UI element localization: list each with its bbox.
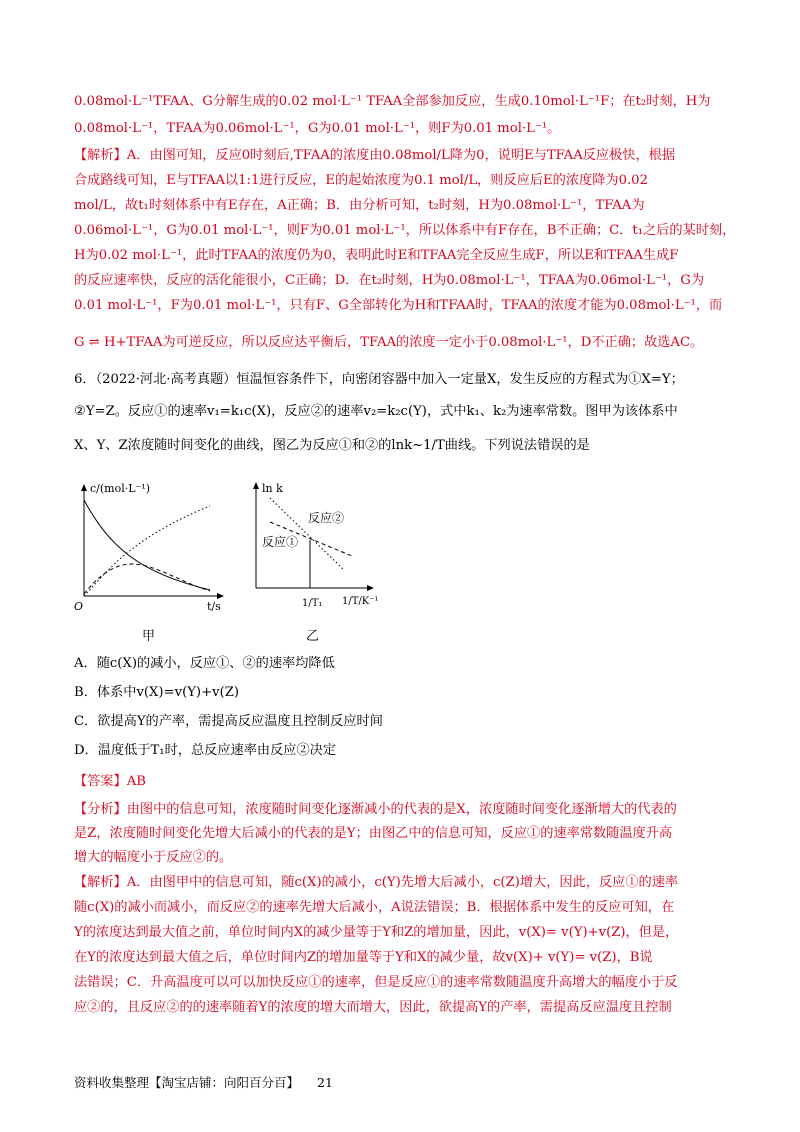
jia-origin-label: O bbox=[74, 600, 84, 613]
yi-caption: 乙 bbox=[306, 629, 320, 644]
text-line: mol/L，故t₁时刻体系中有E存在，A正确；B．由分析可知，t₂时刻，H为0.08mol·L⁻¹，TFAA为 bbox=[74, 198, 645, 213]
yi-y-axis-label: ln k bbox=[262, 482, 283, 495]
option-b: B．体系中v(X)=v(Y)+v(Z) bbox=[74, 685, 240, 700]
yi-tick-label: 1/T₁ bbox=[302, 598, 323, 609]
explanation-line: 随c(X)的减小而减小，而反应②的速率先增大后减小，A说法错误；B．根据体系中发生的反应可知，在 bbox=[74, 900, 675, 915]
text-line: H为0.02 mol·L⁻¹，此时TFAA的浓度仍为0，表明此时E和TFAA完全反应生成F，所以E和TFAA生成F bbox=[74, 248, 679, 263]
text-line: 0.08mol·L⁻¹TFAA、G分解生成的0.02 mol·L⁻¹ TFAA全部参加反应，生成0.10mol·L⁻¹F；在t₂时刻，H为 bbox=[74, 94, 711, 109]
figure-yi bbox=[253, 482, 379, 644]
text-line: G ⇌ H+TFAA为可逆反应，所以反应达平衡后，TFAA的浓度一定小于0.08mol·L⁻¹，D不正确；故选AC。 bbox=[74, 335, 704, 350]
explanation-line: 应②的，且反应②的的速率随着Y的浓度的增大而增大，因此，欲提高Y的产率，需提高反应温度且控制 bbox=[74, 1000, 672, 1015]
yi-reaction1-label: 反应① bbox=[262, 535, 299, 549]
yi-reaction2-label: 反应② bbox=[308, 511, 345, 525]
explanation-line: 在Y的浓度达到最大值之后，单位时间内Z的增加量等于Y和X的减少量，故v(X)+ v(Y)= v(Z)，B说 bbox=[74, 950, 653, 965]
explanation-line: 法错误；C．升高温度可以可以加快反应①的速率，但是反应①的速率常数随温度升高增大的幅度小于反 bbox=[74, 975, 678, 990]
analysis-line: 【解析】A．由图可知，反应0时刻后,TFAA的浓度由0.08mol/L降为0，说明E与TFAA反应极快，根据 bbox=[74, 148, 676, 163]
explanation-line: Y的浓度达到最大值之前，单位时间内X的减少量等于Y和Z的增加量，因此，v(X)= v(Y)+v(Z)，但是， bbox=[74, 925, 679, 940]
figure-jia-yi bbox=[70, 478, 410, 648]
option-d: D．温度低于T₁时，总反应速率由反应②决定 bbox=[74, 743, 337, 758]
jia-caption: 甲 bbox=[142, 629, 156, 644]
question-line: X、Y、Z浓度随时间变化的曲线，图乙为反应①和②的lnk~1/T曲线。下列说法错误的是 bbox=[74, 438, 590, 453]
footer-text: 资料收集整理【淘宝店铺：向阳百分百】 bbox=[74, 1075, 300, 1090]
text-line: 的反应速率快，反应的活化能很小，C正确；D．在t₂时刻，H为0.08mol·L⁻¹，TFAA为0.06mol·L⁻¹，G为 bbox=[74, 273, 705, 288]
yi-x-axis-label: 1/T/K⁻¹ bbox=[342, 596, 379, 607]
text-line: 0.08mol·L⁻¹，TFAA为0.06mol·L⁻¹，G为0.01 mol·L⁻¹，则F为0.01 mol·L⁻¹。 bbox=[74, 121, 561, 136]
jia-x-axis-label: t/s bbox=[207, 600, 221, 613]
page-number: 21 bbox=[317, 1075, 333, 1090]
figure-jia bbox=[74, 482, 224, 644]
text-line: 合成路线可知，E与TFAA以1:1进行反应，E的起始浓度为0.1 mol/L，则反应后E的浓度降为0.02 bbox=[74, 173, 648, 188]
text-line: 0.06mol·L⁻¹，G为0.01 mol·L⁻¹，则F为0.01 mol·L⁻¹，所以体系中有F存在，B不正确；C．t₁之后的某时刻， bbox=[74, 223, 736, 238]
question-line: 6．（2022·河北·高考真题）恒温恒容条件下，向密闭容器中加入一定量X，发生反应的方程式为①X=Y； bbox=[74, 372, 684, 387]
explanation-line: 【解析】A．由图甲中的信息可知，随c(X)的减小，c(Y)先增大后减小，c(Z)增大，因此，反应①的速率 bbox=[74, 875, 679, 890]
answer: 【答案】AB bbox=[74, 774, 146, 789]
analysis-line: 【分析】由图中的信息可知，浓度随时间变化逐渐减小的代表的是X，浓度随时间变化逐渐增大的代表的 bbox=[74, 802, 677, 817]
option-a: A．随c(X)的减小，反应①、②的速率均降低 bbox=[74, 656, 335, 671]
text-line: 0.01 mol·L⁻¹，F为0.01 mol·L⁻¹，只有F、G全部转化为H和TFAA时，TFAA的浓度才能为0.08mol·L⁻¹，而 bbox=[74, 298, 723, 313]
page-footer bbox=[74, 1073, 333, 1091]
option-c: C．欲提高Y的产率，需提高反应温度且控制反应时间 bbox=[74, 714, 383, 729]
analysis-line: 是Z，浓度随时间变化先增大后减小的代表的是Y；由图乙中的信息可知，反应①的速率常数随温度升高 bbox=[74, 826, 673, 841]
jia-y-axis-label: c/(mol·L⁻¹) bbox=[90, 482, 151, 495]
analysis-line: 增大的幅度小于反应②的。 bbox=[74, 850, 233, 865]
question-line: ②Y=Z。反应①的速率v₁=k₁c(X)，反应②的速率v₂=k₂c(Y)，式中k₁、k₂为速率常数。图甲为该体系中 bbox=[74, 404, 678, 419]
